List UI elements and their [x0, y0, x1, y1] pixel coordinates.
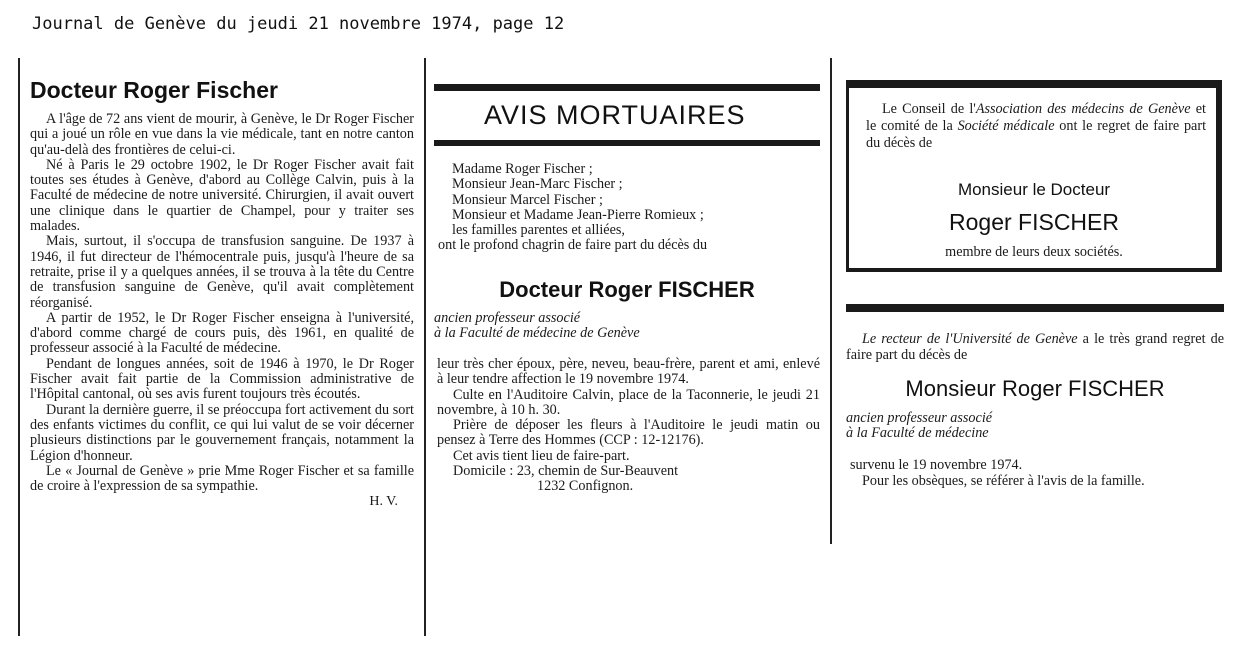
- article-paragraph: Pendant de longues années, soit de 1946 à 1970, le Dr Roger Fischer avait fait partie de la Commission administrative de l'Hôpital cantonal, où ses avis furent toujours très écoutés.: [30, 355, 414, 403]
- column-rule-middle: [424, 58, 426, 636]
- avis-body-paragraph: Culte en l'Auditoire Calvin, place de la Taconnerie, le jeudi 21 novembre, à 10 h. 30.: [437, 386, 820, 418]
- article-paragraph: Durant la dernière guerre, il se préoccupa fort activement du sort des enfants victimes du conflit, ce qui lui valut de se voir décerner plusieurs distinctions par le gouvernement français, notamment la Légion d'honneur.: [30, 401, 414, 464]
- notice-university-rector: Le recteur de l'Université de Genève: [862, 331, 1078, 347]
- avis-family-line: ont le profond chagrin de faire part du décès du: [438, 237, 708, 254]
- article-paragraph: Le « Journal de Genève » prie Mme Roger Fischer et sa famille de croire à l'expression de sa sympathie.: [30, 462, 414, 495]
- avis-family-line: Madame Roger Fischer ;: [452, 161, 593, 177]
- notice-societies-name: Roger FISCHER: [949, 209, 1119, 235]
- notice-university-title: [846, 411, 1224, 442]
- avis-deceased-name: Docteur Roger FISCHER: [499, 277, 755, 302]
- article-signature: H. V.: [369, 494, 398, 510]
- avis-domicile: Domicile : 23, chemin de Sur-Beauvent: [453, 463, 679, 480]
- notice-university-body-line: Pour les obsèques, se référer à l'avis de la famille.: [862, 473, 1145, 490]
- obituary-article: [30, 76, 414, 509]
- notice-university-body-line: survenu le 19 novembre 1974.: [850, 457, 1023, 473]
- avis-domicile-city: 1232 Confignon.: [537, 478, 634, 495]
- notice-societies-heading: Monsieur le Docteur: [957, 180, 1111, 199]
- avis-family-line: Monsieur et Madame Jean-Pierre Romieux ;: [452, 206, 704, 223]
- avis-title-line: à la Faculté de médecine de Genève: [434, 325, 640, 342]
- avis-title-block: [434, 311, 820, 342]
- page-caption: Journal de Genève du jeudi 21 novembre 1974, page 12: [32, 14, 565, 34]
- column-rule-right: [830, 58, 832, 544]
- article-title: Docteur Roger Fischer: [30, 77, 278, 103]
- avis-top-bar: [434, 84, 820, 91]
- article-paragraph: A l'âge de 72 ans vient de mourir, à Genève, le Dr Roger Fischer qui a joué un rôle en vue dans la vie médicale, tant en notre canton qu'au-delà des frontières de celui-ci.: [30, 111, 414, 158]
- notice-university-name: Monsieur Roger FISCHER: [905, 376, 1165, 401]
- article-paragraph: A partir de 1952, le Dr Roger Fischer enseigna à l'université, d'abord comme chargé de cours puis, dès 1961, en qualité de professeur associé à la Faculté de médecine.: [30, 309, 414, 357]
- notice-societies-text: [866, 101, 1206, 152]
- avis-body-paragraph: leur très cher époux, père, neveu, beau-frère, parent et ami, enlevé à leur tendre affection le 19 novembre 1974.: [437, 356, 820, 388]
- article-paragraph: Mais, surtout, il s'occupa de transfusion sanguine. De 1937 à 1946, il fut directeur de l'hémocentrale puis, jusqu'à l'heure de sa retraite, prise il y a quelques années, il se trouva à la tête du Centre de transfusion sanguine de Genève, qu'il avait complètement réorganisé.: [30, 233, 414, 311]
- notice-societies-text-2: et le comité de la: [866, 101, 1206, 134]
- notice-societies-text-3: ont le regret de faire part du décès de: [866, 118, 1207, 151]
- article-paragraph: Né à Paris le 29 octobre 1902, le Dr Roger Fischer avait fait toutes ses études à Genève, d'abord au Collège Calvin, puis à la Faculté de médecine de notre université. Chirurgien, il avait ouvert une clinique dans le quartier de Champel, pour y traiter ses malades.: [30, 156, 414, 235]
- avis-title-line: ancien professeur associé: [434, 310, 581, 326]
- notice-university-top-bar: [846, 304, 1224, 312]
- notice-societies-assoc: Association des médecins de Genève: [975, 101, 1191, 117]
- avis-body: [437, 357, 820, 495]
- avis-family-line: Monsieur Marcel Fischer ;: [452, 191, 603, 208]
- avis-heading: AVIS MORTUAIRES: [484, 100, 746, 130]
- avis-body-paragraph: Prière de déposer les fleurs à l'Auditoire le jeudi matin ou pensez à Terre des Hommes (CCP : 12-12176).: [437, 417, 820, 449]
- notice-societies-societe: Société médicale: [957, 118, 1055, 134]
- notice-societies-text-1: Le Conseil de l': [882, 101, 976, 117]
- avis-family-line: les familles parentes et alliées,: [452, 222, 625, 239]
- avis-body-paragraph: Cet avis tient lieu de faire-part.: [453, 447, 630, 464]
- column-rule-left: [18, 58, 20, 636]
- notice-university-title-line: ancien professeur associé: [846, 410, 993, 426]
- avis-heading-bar: [434, 140, 820, 146]
- notice-university-body: [846, 458, 1224, 489]
- notice-university-text: [846, 331, 1224, 363]
- notice-societies-footer: membre de leurs deux sociétés.: [945, 244, 1123, 260]
- notice-university-text-1: a le très grand regret de faire part du décès de: [846, 331, 1225, 363]
- avis-family-list: [438, 161, 818, 254]
- notice-university-title-line: à la Faculté de médecine: [846, 425, 989, 442]
- avis-family-line: Monsieur Jean-Marc Fischer ;: [452, 176, 623, 193]
